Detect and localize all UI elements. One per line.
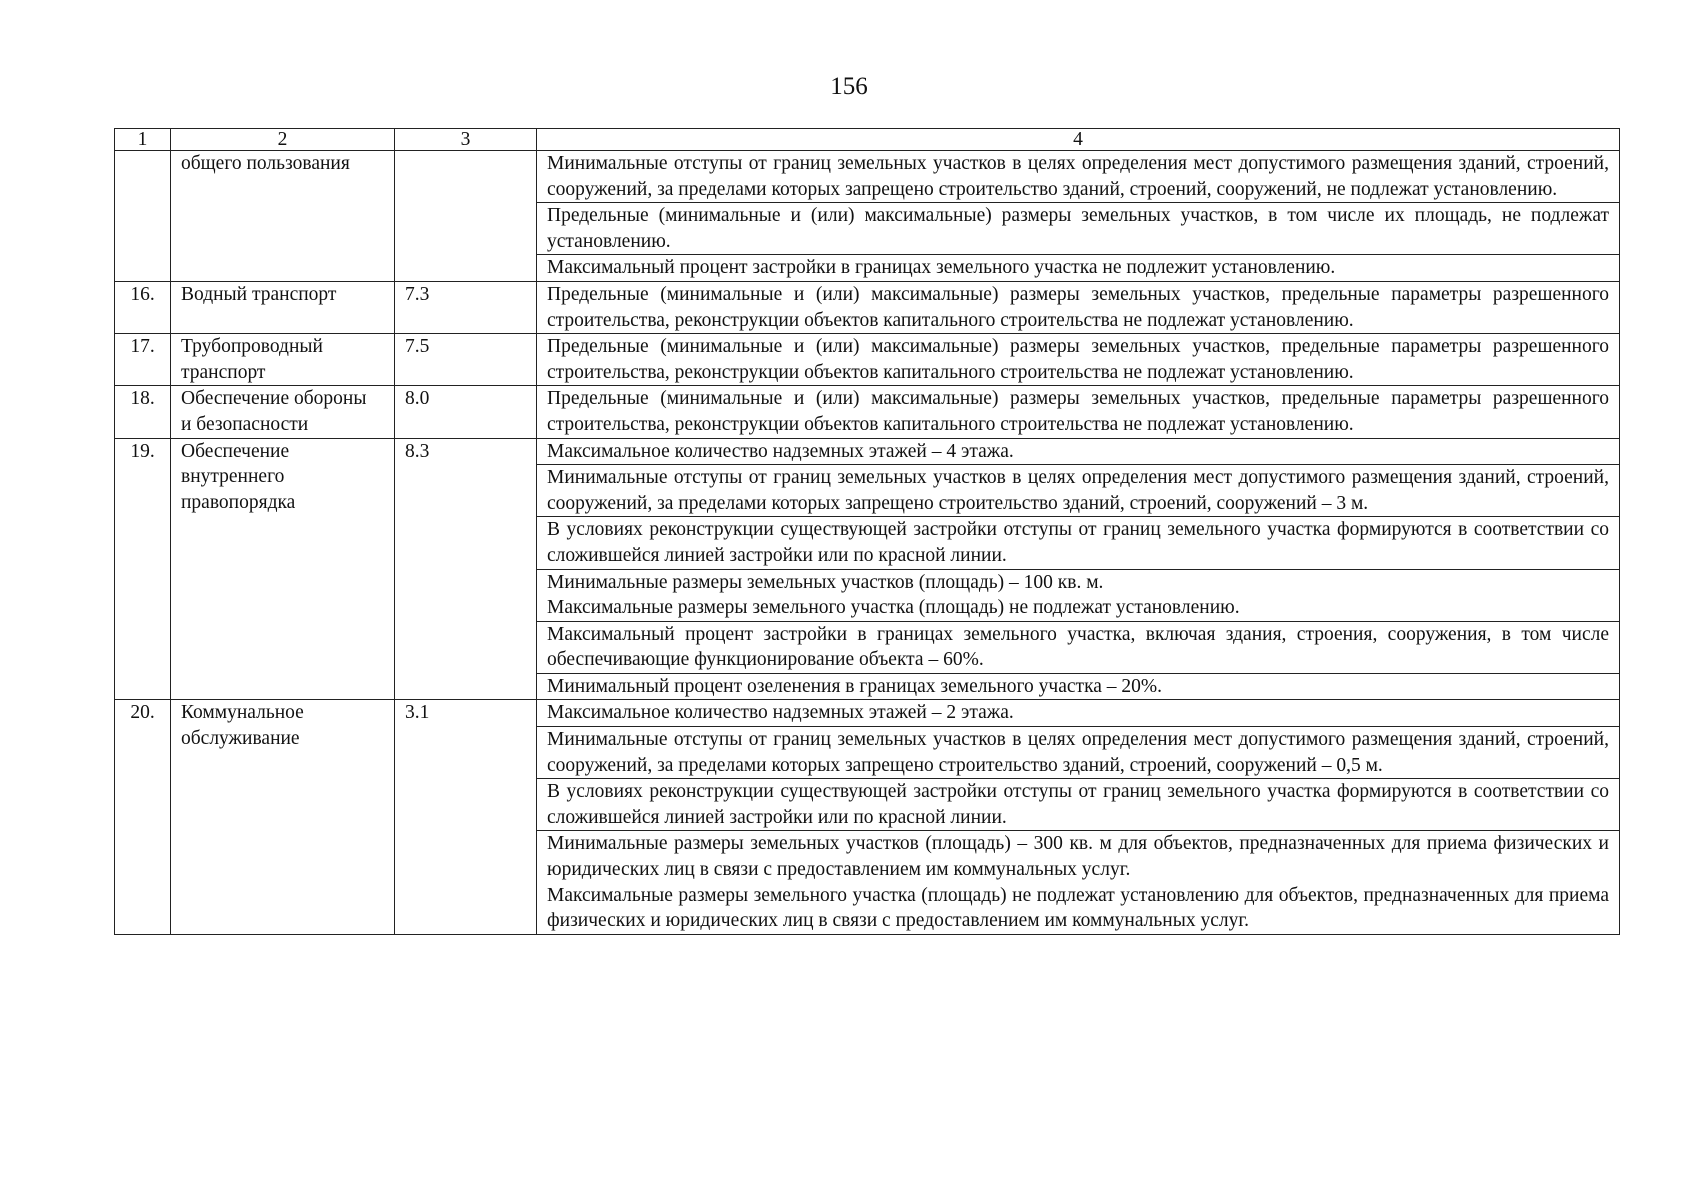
use-type-code-cell: 8.3 [395,438,537,700]
header-col-3: 3 [395,129,537,151]
table-row [115,334,1620,386]
parameter-text: Предельные (минимальные и (или) максимальные) размеры земельных участков, предельные параметры разрешенного строительства, реконструкции объектов капитального строительства не подлежат установлению. [547,283,1609,331]
table-row [115,281,1620,333]
use-type-code-cell: 7.3 [395,281,537,333]
use-type-name-cell: Обеспечение внутреннего правопорядка [171,438,395,700]
parameters-cell [537,438,1620,700]
parameter-item [537,334,1619,385]
use-type-code-cell: 8.0 [395,386,537,438]
parameter-item [537,439,1619,465]
use-type-code-cell: 7.5 [395,334,537,386]
parameter-text: Максимальный процент застройки в границах земельного участка не подлежит установлению. [547,257,1336,279]
table-row [115,151,1620,282]
parameter-item [537,516,1619,568]
parameter-item [537,621,1619,673]
parameter-text: Предельные (минимальные и (или) максимальные) размеры земельных участков, в том числе их площадь, не подлежат установлению. [547,205,1609,252]
parameter-text-secondary: Максимальные размеры земельного участка (площадь) не подлежат установлению для объектов, предназначенных для приема физических и юридических лиц в связи с предоставлением им коммунальных услуг. [547,884,1609,932]
use-type-name-cell: Трубопроводный транспорт [171,334,395,386]
parameters-cell [537,700,1620,934]
parameter-text: Минимальные отступы от границ земельных участков в целях определения мест допустимого размещения зданий, строений, сооружений, за пределами которых запрещено строительство зданий, строений, сооружений, не подлежат установлению. [547,153,1609,200]
parameter-item [537,202,1619,254]
use-type-code-cell: 3.1 [395,700,537,934]
parameter-text: Минимальный процент озеленения в границах земельного участка – 20%. [547,675,1163,697]
parameter-item [537,700,1619,726]
parameter-item [537,569,1619,621]
parameter-item [537,254,1619,281]
parameters-cell [537,281,1620,333]
row-number-cell: 17. [115,334,171,386]
parameter-text: В условиях реконструкции существующей застройки отступы от границ земельного участка формируются в соответствии со сложившейся линией застройки или по красной линии. [547,781,1609,828]
row-number-cell [115,151,171,282]
table-header-row [115,129,1620,151]
row-number-cell: 16. [115,281,171,333]
header-col-4: 4 [537,129,1620,151]
regulations-table [114,128,1620,935]
use-type-name-cell: общего пользования [171,151,395,282]
table-body [115,129,1620,935]
parameter-text-secondary: Максимальные размеры земельного участка (площадь) не подлежат установлению. [547,597,1240,619]
header-col-1: 1 [115,129,171,151]
parameter-item [537,282,1619,333]
header-col-2: 2 [171,129,395,151]
parameter-text: Минимальные отступы от границ земельных участков в целях определения мест допустимого размещения зданий, строений, сооружений, за пределами которых запрещено строительство зданий, строений, сооружений – 0,5 м. [547,729,1609,776]
parameter-item [537,151,1619,202]
parameter-text: Предельные (минимальные и (или) максимальные) размеры земельных участков, предельные параметры разрешенного строительства, реконструкции объектов капитального строительства не подлежат установлению. [547,336,1609,383]
parameter-text: Предельные (минимальные и (или) максимальные) размеры земельных участков, предельные параметры разрешенного строительства, реконструкции объектов капитального строительства не подлежат установлению. [547,388,1609,435]
use-type-name-cell: Водный транспорт [171,281,395,333]
parameter-item [537,726,1619,778]
parameter-text: В условиях реконструкции существующей застройки отступы от границ земельного участка формируются в соответствии со сложившейся линией застройки или по красной линии. [547,519,1609,566]
parameters-cell [537,386,1620,438]
parameter-text: Максимальный процент застройки в границах земельного участка, включая здания, строения, сооружения, в том числе обеспечивающие функционирование объекта – 60%. [547,623,1609,671]
parameters-cell [537,151,1620,282]
table-row [115,438,1620,700]
parameter-text: Максимальное количество надземных этажей – 2 этажа. [547,702,1014,724]
row-number-cell: 19. [115,438,171,700]
parameter-item [537,386,1619,437]
parameter-item [537,830,1619,933]
parameter-text: Минимальные размеры земельных участков (площадь) – 100 кв. м. [547,571,1104,593]
parameter-item [537,673,1619,700]
row-number-cell: 18. [115,386,171,438]
page-number: 156 [830,73,868,100]
parameter-item [537,778,1619,830]
parameter-text: Максимальное количество надземных этажей – 4 этажа. [547,440,1014,462]
parameter-item [537,464,1619,516]
row-number-cell: 20. [115,700,171,934]
parameter-text: Минимальные размеры земельных участков (площадь) – 300 кв. м для объектов, предназначенных для приема физических и юридических лиц в связи с предоставлением им коммунальных услуг. [547,833,1609,881]
parameters-cell [537,334,1620,386]
parameter-text: Минимальные отступы от границ земельных участков в целях определения мест допустимого размещения зданий, строений, сооружений, за пределами которых запрещено строительство зданий, строений, сооружений – 3 м. [547,467,1609,514]
use-type-code-cell [395,151,537,282]
use-type-name-cell: Обеспечение обороны и безопасности [171,386,395,438]
table-row [115,700,1620,934]
use-type-name-cell: Коммунальное обслуживание [171,700,395,934]
table-row [115,386,1620,438]
